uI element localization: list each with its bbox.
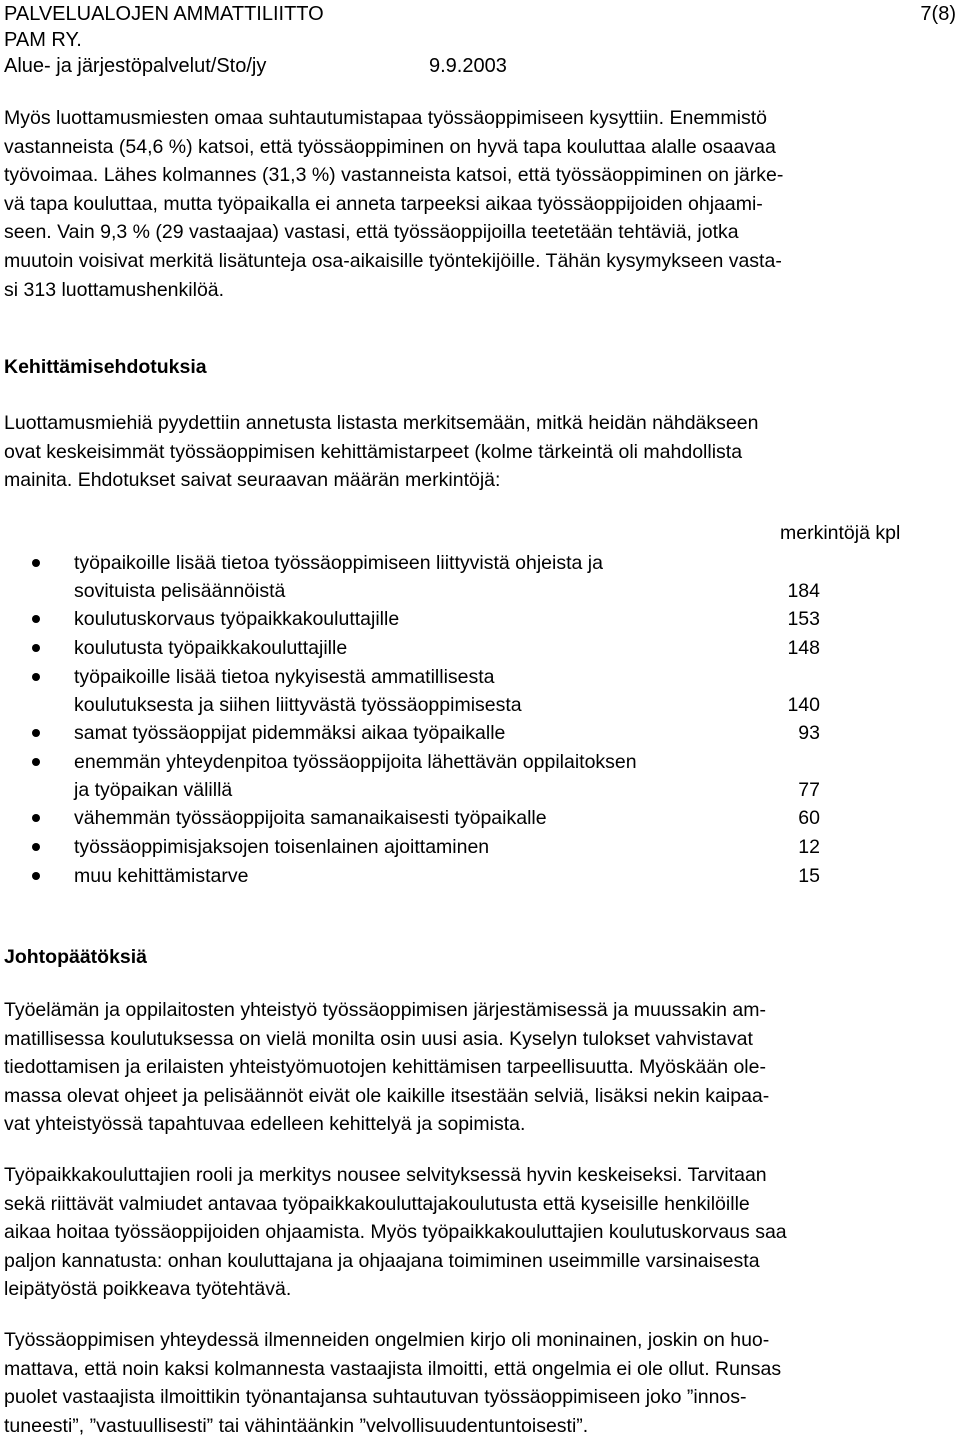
organization-name: PALVELUALOJEN AMMATTILIITTO [4, 3, 324, 25]
bullet-icon [32, 758, 40, 766]
organization-abbreviation: PAM RY. [4, 29, 82, 51]
document-header [4, 2, 956, 80]
text-line: vä tapa kouluttaa, mutta työpaikalla ei anneta tarpeeksi aikaa työssäoppijoiden ohjaami- [4, 192, 763, 215]
list-item-count: 15 [798, 865, 820, 887]
bullet-icon [32, 872, 40, 880]
bullet-icon [32, 673, 40, 681]
bullet-icon [32, 843, 40, 851]
list-item-count: 60 [798, 807, 820, 829]
text-line: työvoimaa. Lähes kolmannes (31,3 %) vastanneista katsoi, että työssäoppiminen on järke- [4, 164, 784, 187]
bullet-icon [32, 729, 40, 737]
list-item-count: 77 [798, 779, 820, 801]
text-line: Työssäoppimisen yhteydessä ilmenneiden ongelmien kirjo oli moninainen, joskin on huo- [4, 1329, 770, 1351]
section-heading-kehittamisehdotuksia: Kehittämisehdotuksia [4, 356, 207, 378]
list-item-count: 184 [787, 580, 820, 602]
text-line: aikaa hoitaa työssäoppijoiden ohjaamista. Myös työpaikkakouluttajien koulutuskorvaus saa [4, 1221, 787, 1244]
list-item-text: muu kehittämistarve [74, 865, 249, 887]
text-line: sekä riittävät valmiudet antavaa työpaikkakouluttajakoulutusta että kyseisille henkilöille [4, 1192, 750, 1215]
section-heading-johtopaatoksia: Johtopäätöksiä [4, 946, 148, 968]
intro-paragraph [4, 104, 956, 304]
text-line: si 313 luottamushenkilöä. [4, 278, 225, 301]
list-item-text: koulutuksesta ja siihen liittyvästä työssäoppimisesta [74, 694, 522, 716]
page-number: 7(8) [920, 3, 956, 25]
text-line: matillisessa koulutuksessa on vielä monilta osin uusi asia. Kyselyn tulokset vahvistavat [4, 1027, 753, 1050]
conclusion-paragraph-1 [4, 996, 956, 1139]
text-line: tiedottamisen ja erilaisten yhteistyömuotojen kehittämisen tarpeellisuutta. Myöskään ole- [4, 1056, 766, 1079]
list-item-text: vähemmän työssäoppijoita samanaikaisesti työpaikalle [74, 807, 547, 829]
list-item-text: enemmän yhteydenpitoa työssäoppijoita lähettävän oppilaitoksen [74, 751, 637, 773]
text-line: vat yhteistyössä tapahtuvaa edelleen kehittelyä ja sopimista. [4, 1113, 526, 1136]
conclusion-paragraph-2 [4, 1161, 956, 1304]
text-line: leipätyöstä poikkeava työtehtävä. [4, 1278, 292, 1301]
text-line: vastanneista (54,6 %) katsoi, että työssäoppiminen on hyvä tapa kouluttaa alalle osaavaa [4, 135, 776, 158]
text-line: seen. Vain 9,3 % (29 vastaajaa) vastasi, että työssäoppijoilla teetetään tehtäviä, jotka [4, 221, 739, 244]
list-item-text: työpaikoille lisää tietoa nykyisestä ammatillisesta [74, 666, 495, 688]
list-item-text: työpaikoille lisää tietoa työssäoppimiseen liittyvistä ohjeista ja [74, 552, 603, 574]
text-line: muutoin voisivat merkitä lisätunteja osa-aikaisille työntekijöille. Tähän kysymykseen vasta- [4, 249, 782, 272]
text-line: Työelämän ja oppilaitosten yhteistyö työssäoppimisen järjestämisessä ja muussakin am- [4, 999, 766, 1021]
text-line: Myös luottamusmiesten omaa suhtautumistapaa työssäoppimiseen kysyttiin. Enemmistö [4, 107, 768, 129]
text-line: mainita. Ehdotukset saivat seuraavan määrän merkintöjä: [4, 469, 501, 492]
text-line: mattava, että noin kaksi kolmannesta vastaajista ilmoitti, että ongelmia ei ole ollut. Runsas [4, 1357, 782, 1380]
list-item-text: koulutuskorvaus työpaikkakouluttajille [74, 608, 400, 630]
list-item-count: 140 [787, 694, 820, 716]
text-line: tuneesti”, ”vastuullisesti” tai vähintäänkin ”velvollisuudentuntoisesti”. [4, 1414, 589, 1437]
bullet-icon [32, 615, 40, 623]
list-item-text: työssäoppimisjaksojen toisenlainen ajoittaminen [74, 836, 490, 858]
department: Alue- ja järjestöpalvelut/Sto/jy [4, 55, 267, 77]
list-item-count: 93 [798, 722, 820, 744]
bullet-icon [32, 559, 40, 567]
list-item-count: 153 [787, 608, 820, 630]
bullet-icon [32, 814, 40, 822]
document-date: 9.9.2003 [429, 55, 507, 77]
list-item-text: sovituista pelisäännöistä [74, 580, 286, 602]
text-line: Luottamusmiehiä pyydettiin annetusta listasta merkitsemään, mitkä heidän nähdäkseen [4, 412, 759, 434]
text-line: puolet vastaajista ilmoittikin työnantajansa suhtautuvan työssäoppimiseen joko ”innos- [4, 1386, 747, 1409]
text-line: paljon kannatusta: onhan kouluttajana ja ohjaajana toimiminen useimmille varsinaisesta [4, 1249, 760, 1272]
list-item-text: ja työpaikan välillä [74, 779, 233, 801]
text-line: ovat keskeisimmät työssäoppimisen kehittämistarpeet (kolme tärkeintä oli mahdollista [4, 440, 743, 463]
text-line: Työpaikkakouluttajien rooli ja merkitys nousee selvityksessä hyvin keskeiseksi. Tarvitaan [4, 1164, 767, 1186]
conclusion-paragraph-3 [4, 1326, 956, 1440]
bullet-icon [32, 644, 40, 652]
text-line: massa olevat ohjeet ja pelisäännöt eivät ole kaikille itsestään selviä, lisäksi nekin kaipaa- [4, 1084, 770, 1107]
list-item-count: 148 [787, 637, 820, 659]
list-item-text: samat työssäoppijat pidemmäksi aikaa työpaikalle [74, 722, 506, 744]
kehittamis-paragraph [4, 409, 956, 495]
count-column-header: merkintöjä kpl [780, 522, 901, 544]
list-item-text: koulutusta työpaikkakouluttajille [74, 637, 348, 659]
list-item-count: 12 [798, 836, 820, 858]
